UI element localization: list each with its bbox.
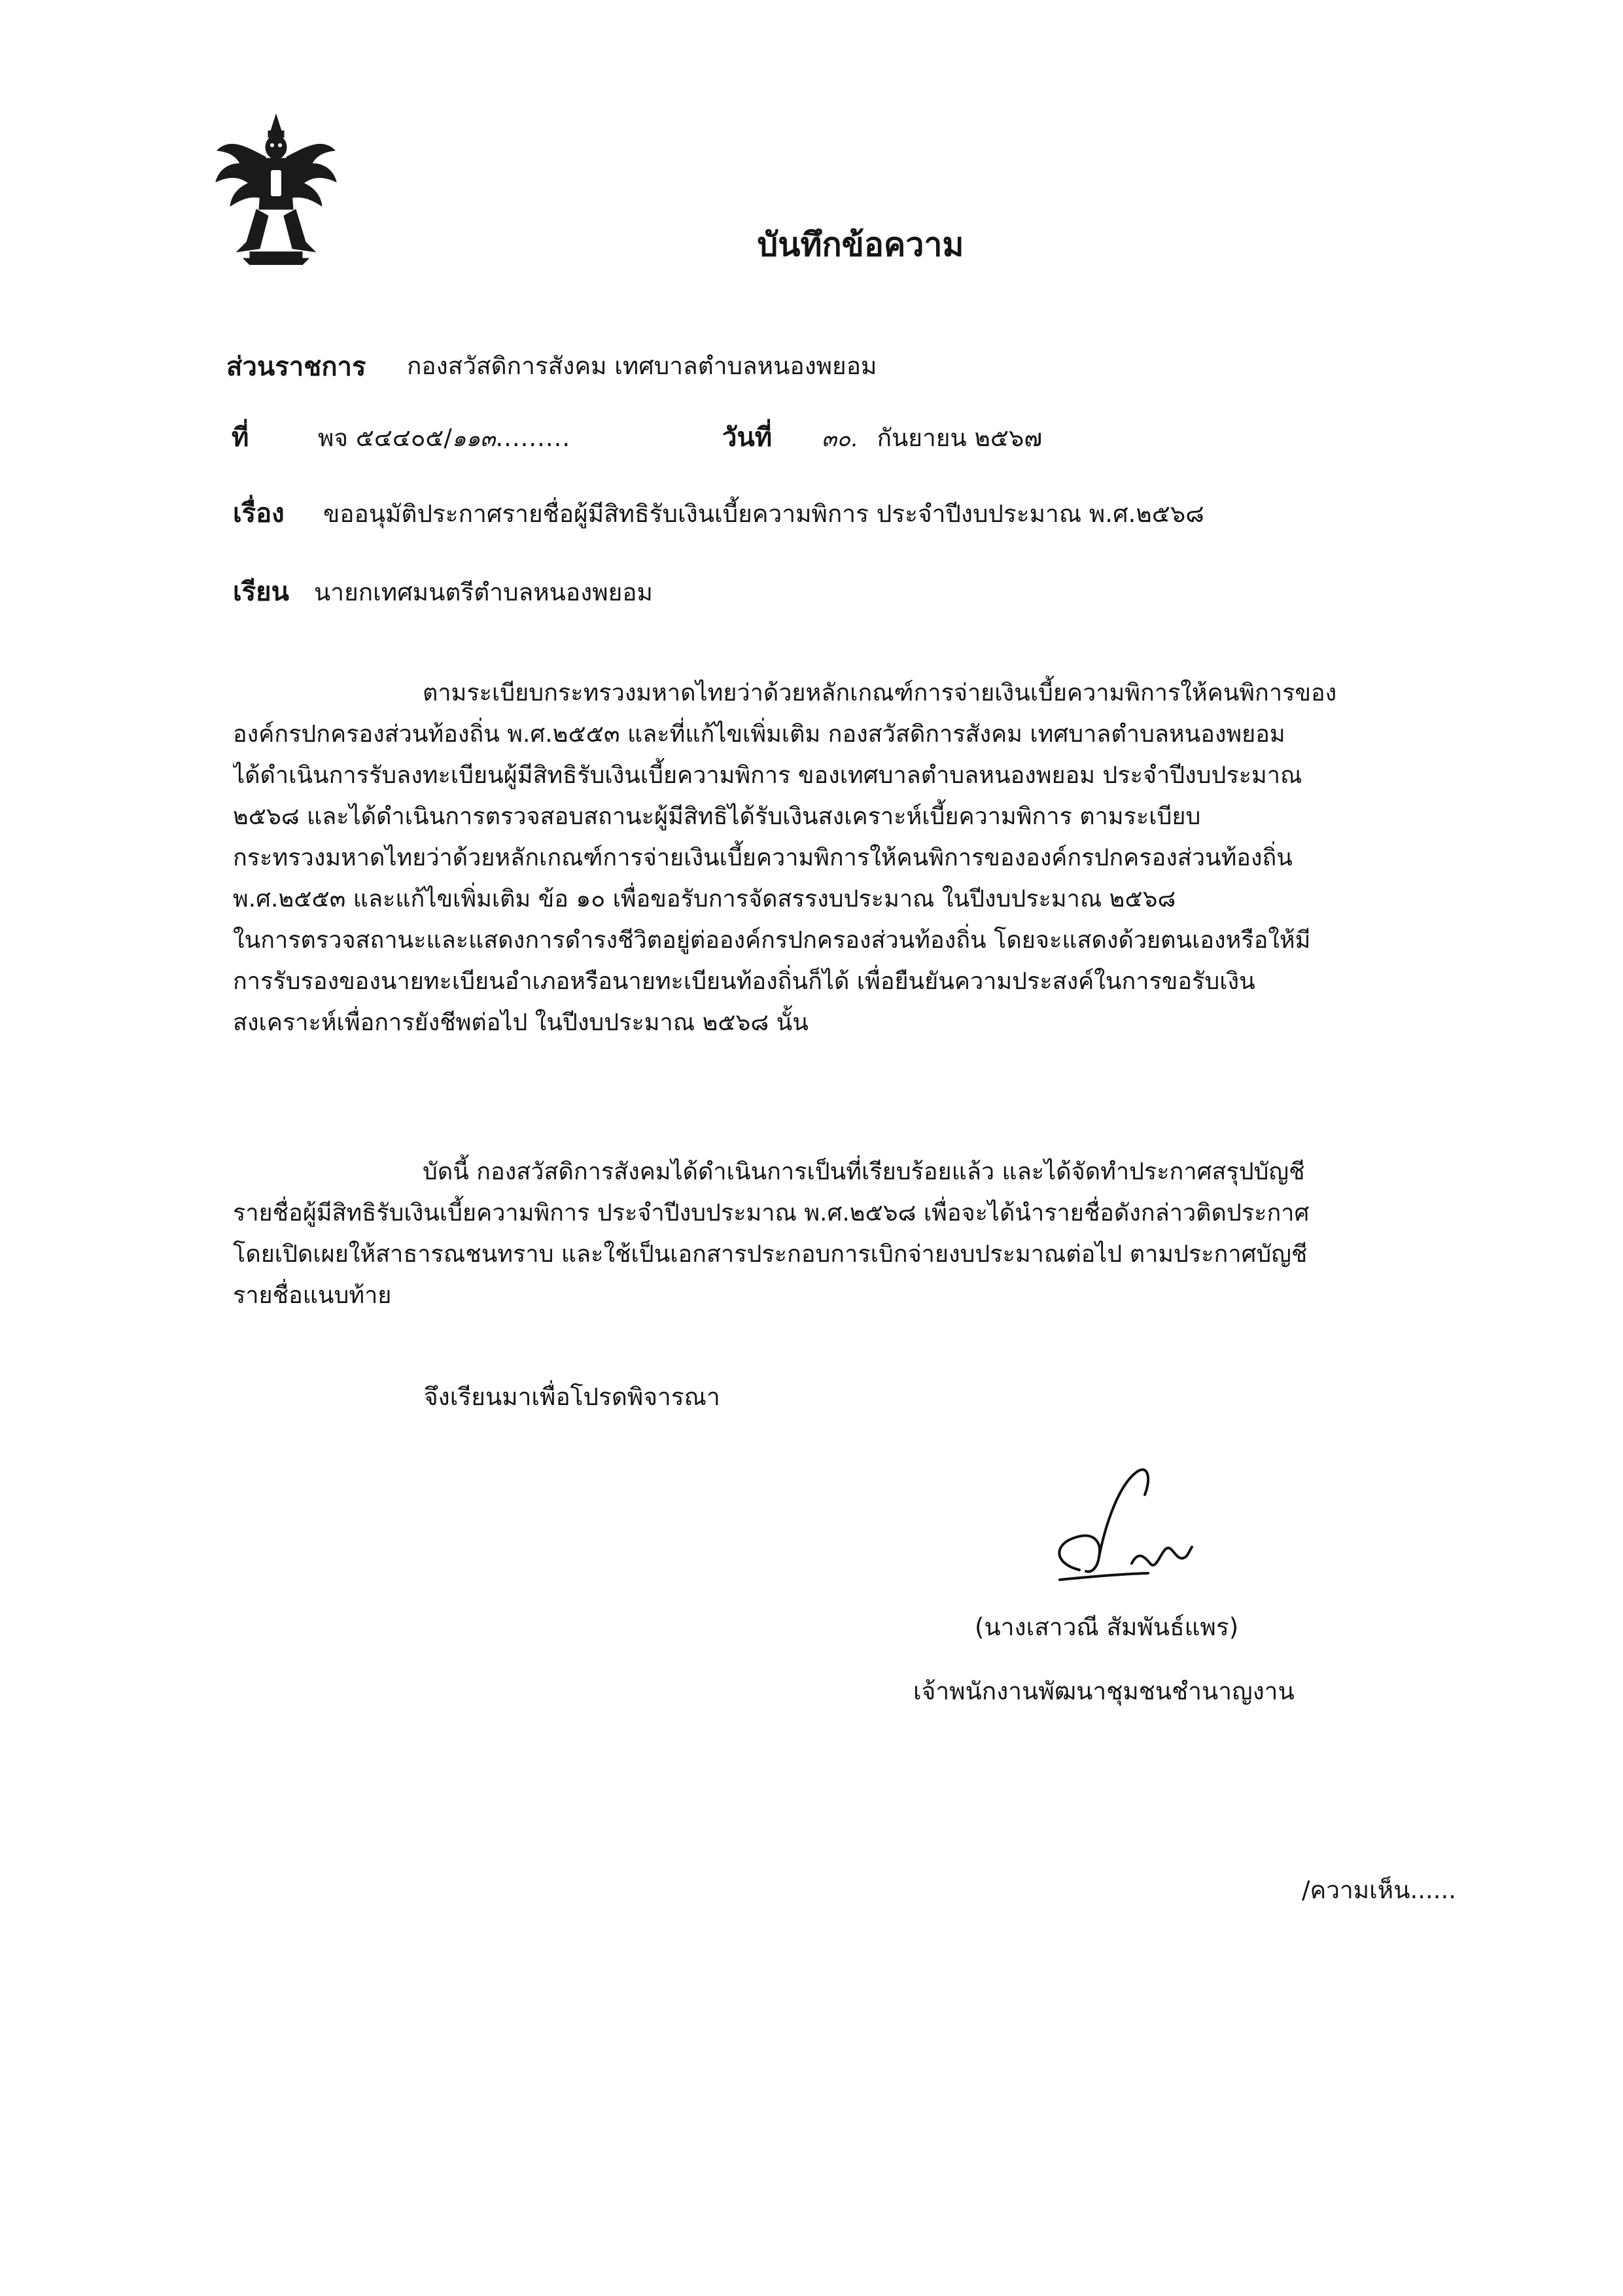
to-label: เรียน — [233, 577, 289, 607]
to-value: นายกเทศมนตรีตำบลหนองพยอม — [314, 578, 653, 606]
body-paragraph-1 — [233, 672, 1476, 1043]
ref-number — [318, 419, 570, 457]
subject-label: เรื่อง — [233, 498, 285, 529]
signature-image — [1040, 1459, 1243, 1590]
ref-label: ที่ — [232, 423, 249, 453]
paragraph-line: องค์กรปกครองส่วนท้องถิ่น พ.ศ.๒๕๕๓ และที่แก้ไขเพิ่มเติม กองสวัสดิการสังคม เทศบาลตำบลหนองพยอม — [233, 721, 1285, 748]
paragraph-line: รายชื่อผู้มีสิทธิรับเงินเบี้ยความพิการ ประจำปีงบประมาณ พ.ศ.๒๕๖๘ เพื่อจะได้นำรายชื่อดังกล่าวติดประกาศ — [233, 1200, 1310, 1226]
paragraph-line: รายชื่อแนบท้าย — [233, 1282, 392, 1309]
paragraph-line: กระทรวงมหาดไทยว่าด้วยหลักเกณฑ์การจ่ายเงินเบี้ยความพิการให้คนพิการขององค์กรปกครองส่วนท้องถิ่น — [233, 844, 1293, 871]
paragraph-line: ในการตรวจสถานะและแสดงการดำรงชีวิตอยู่ต่อองค์กรปกครองส่วนท้องถิ่น โดยจะแสดงด้วยตนเองหรือให้มี — [233, 927, 1311, 954]
paragraph-line: ได้ดำเนินการรับลงทะเบียนผู้มีสิทธิรับเงินเบี้ยความพิการ ของเทศบาลตำบลหนองพยอม ประจำปีงบประมาณ — [233, 762, 1302, 789]
office-value: กองสวัสดิการสังคม เทศบาลตำบลหนองพยอม — [407, 352, 877, 380]
ref-prefix: พจ ๕๔๔๐๕/ — [318, 424, 452, 452]
closing-line: จึงเรียนมาเพื่อโปรดพิจารณา — [424, 1383, 720, 1411]
date-month-year: กันยายน ๒๕๖๗ — [877, 424, 1043, 452]
memo-title: บันทึกข้อความ — [757, 226, 964, 264]
paragraph-line: โดยเปิดเผยให้สาธารณชนทราบ และใช้เป็นเอกสารประกอบการเบิกจ่ายงบประมาณต่อไป ตามประกาศบัญชี — [233, 1241, 1308, 1268]
office-label: ส่วนราชการ — [226, 352, 366, 382]
date-label: วันที่ — [722, 423, 773, 453]
body-paragraph-2 — [233, 1151, 1476, 1316]
paragraph-line: พ.ศ.๒๕๕๓ และแก้ไขเพิ่มเติม ข้อ ๑๐ เพื่อขอรับการจัดสรรงบประมาณ ในปีงบประมาณ ๒๕๖๘ — [233, 886, 1176, 913]
paragraph-line: สงเคราะห์เพื่อการยังชีพต่อไป ในปีงบประมาณ ๒๕๖๘ นั้น — [233, 1009, 809, 1036]
continuation-note: /ความเห็น...... — [1302, 1876, 1457, 1904]
paragraph-line: ๒๕๖๘ และได้ดำเนินการตรวจสอบสถานะผู้มีสิทธิได้รับเงินสงเคราะห์เบี้ยความพิการ ตามระเบียบ — [233, 803, 1201, 830]
subject-value: ขออนุมัติประกาศรายชื่อผู้มีสิทธิรับเงินเบี้ยความพิการ ประจำปีงบประมาณ พ.ศ.๒๕๖๘ — [323, 500, 1204, 528]
date-value — [822, 419, 1042, 457]
ref-handwritten-number: ๑๑๓ — [451, 426, 496, 452]
paragraph-line: การรับรองของนายทะเบียนอำเภอหรือนายทะเบียนท้องถิ่นก็ได้ เพื่อยืนยันความประสงค์ในการขอรับเงิน — [233, 968, 1255, 995]
paragraph-line: ตามระเบียบกระทรวงมหาดไทยว่าด้วยหลักเกณฑ์การจ่ายเงินเบี้ยความพิการให้คนพิการของ — [423, 680, 1337, 706]
signer-position: เจ้าพนักงานพัฒนาชุมชนชำนาญงาน — [913, 1677, 1295, 1705]
paragraph-line: บัดนี้ กองสวัสดิการสังคมได้ดำเนินการเป็นที่เรียบร้อยแล้ว และได้จัดทำประกาศสรุปบัญชี — [423, 1158, 1305, 1185]
signer-name: (นางเสาวณี สัมพันธ์แพร) — [975, 1613, 1239, 1641]
date-handwritten-day: ๓๐. — [822, 426, 858, 452]
ref-dots: ......... — [495, 424, 571, 452]
